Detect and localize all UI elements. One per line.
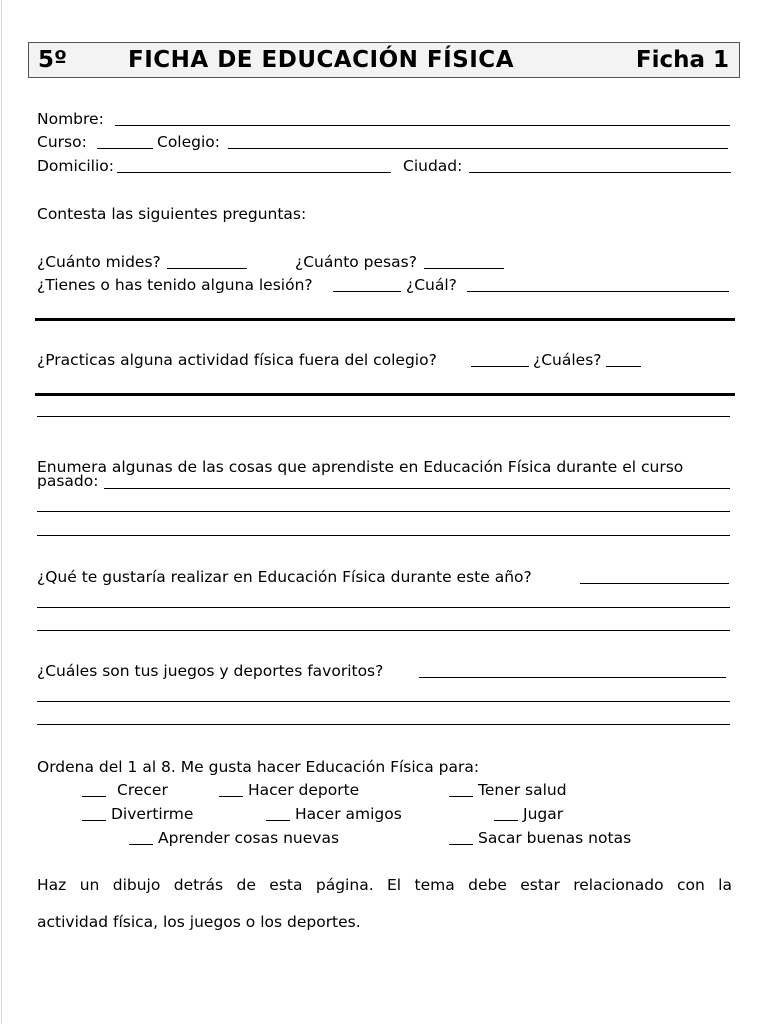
- favorites-answer-line[interactable]: [37, 724, 730, 725]
- rank-option: Jugar: [523, 805, 564, 823]
- activity-answer-field[interactable]: [471, 366, 529, 367]
- favorites-answer-line[interactable]: [37, 701, 730, 702]
- colegio-field[interactable]: [228, 148, 728, 149]
- rank-option: Hacer amigos: [295, 805, 402, 823]
- height-answer-field[interactable]: [167, 268, 247, 269]
- rank-blank[interactable]: [129, 844, 153, 845]
- injury-answer-field[interactable]: [333, 291, 401, 292]
- drawing-instruction-cont: actividad física, los juegos o los deportes.: [37, 913, 361, 931]
- colegio-label: Colegio:: [157, 133, 220, 151]
- rank-blank[interactable]: [82, 796, 106, 797]
- instructions-text: Contesta las siguientes preguntas:: [37, 205, 307, 223]
- sheet-number: Ficha 1: [635, 47, 729, 73]
- nombre-label: Nombre:: [37, 110, 104, 128]
- drawing-instruction: Haz un dibujo detrás de esta página. El tema debe estar relacionado con la: [37, 876, 732, 894]
- learned-question: Enumera algunas de las cosas que aprendiste en Educación Física durante el curso: [37, 458, 684, 476]
- rank-option: Divertirme: [111, 805, 194, 823]
- curso-field[interactable]: [97, 148, 153, 149]
- which-activity-question: ¿Cuáles?: [533, 351, 602, 369]
- wish-answer-line[interactable]: [37, 630, 730, 631]
- learned-question-cont: pasado:: [37, 472, 99, 490]
- page-title: FICHA DE EDUCACIÓN FÍSICA: [128, 47, 514, 73]
- rank-blank[interactable]: [494, 820, 518, 821]
- weight-answer-field[interactable]: [424, 268, 504, 269]
- injury-question: ¿Tienes o has tenido alguna lesión?: [37, 276, 313, 294]
- domicilio-label: Domicilio:: [37, 157, 114, 175]
- curso-label: Curso:: [37, 133, 87, 151]
- rank-option: Tener salud: [478, 781, 567, 799]
- activity-answer-line[interactable]: [37, 416, 730, 417]
- rank-option: Crecer: [117, 781, 168, 799]
- favorites-question: ¿Cuáles son tus juegos y deportes favoritos?: [37, 662, 384, 680]
- wish-answer-line[interactable]: [37, 607, 730, 608]
- weight-question: ¿Cuánto pesas?: [295, 253, 417, 271]
- rank-blank[interactable]: [449, 796, 473, 797]
- rank-blank[interactable]: [219, 796, 243, 797]
- rank-option: Aprender cosas nuevas: [158, 829, 340, 847]
- section-divider: [35, 318, 735, 321]
- nombre-field[interactable]: [115, 125, 730, 126]
- wish-question: ¿Qué te gustaría realizar en Educación Física durante este año?: [37, 568, 532, 586]
- ranking-prompt: Ordena del 1 al 8. Me gusta hacer Educación Física para:: [37, 758, 480, 776]
- rank-option: Hacer deporte: [248, 781, 360, 799]
- learned-answer-line[interactable]: [37, 535, 730, 536]
- which-activity-answer-field[interactable]: [606, 366, 641, 367]
- wish-answer-line[interactable]: [580, 583, 729, 584]
- ciudad-label: Ciudad:: [403, 157, 463, 175]
- activity-question: ¿Practicas alguna actividad física fuera del colegio?: [37, 351, 437, 369]
- rank-option: Sacar buenas notas: [478, 829, 632, 847]
- which-injury-answer-field[interactable]: [467, 291, 729, 292]
- favorites-answer-line[interactable]: [419, 677, 726, 678]
- worksheet-header: [28, 42, 740, 78]
- which-injury-question: ¿Cuál?: [406, 276, 457, 294]
- learned-answer-line[interactable]: [37, 511, 730, 512]
- height-question: ¿Cuánto mides?: [37, 253, 161, 271]
- rank-blank[interactable]: [449, 844, 473, 845]
- grade-label: 5º: [38, 47, 67, 73]
- domicilio-field[interactable]: [117, 172, 391, 173]
- learned-answer-line[interactable]: [104, 488, 730, 489]
- rank-blank[interactable]: [82, 820, 106, 821]
- activity-answer-line[interactable]: [35, 393, 735, 396]
- page-edge: [1, 0, 2, 1024]
- ciudad-field[interactable]: [469, 172, 731, 173]
- rank-blank[interactable]: [266, 820, 290, 821]
